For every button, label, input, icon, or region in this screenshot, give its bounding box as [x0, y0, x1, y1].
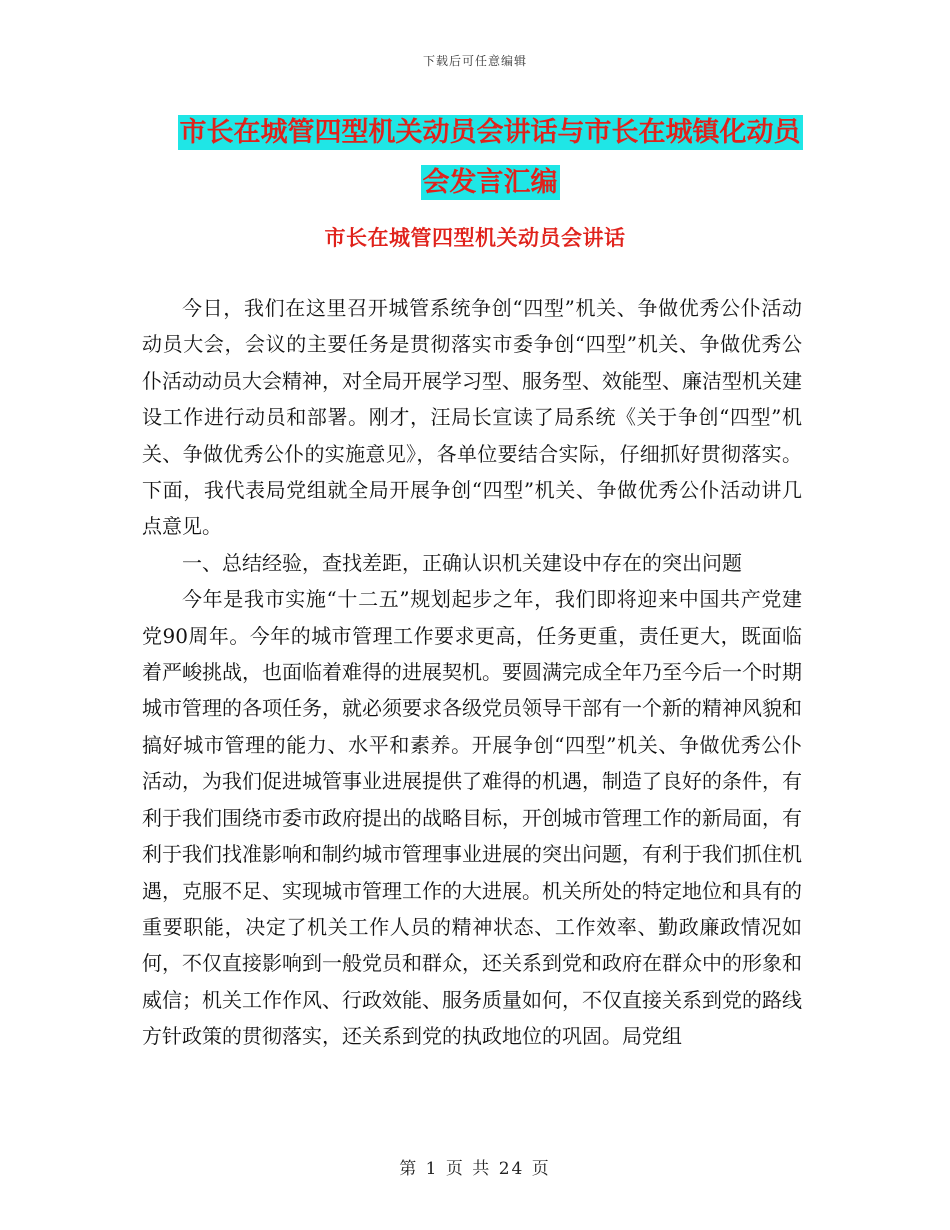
paragraph-2-heading: 一、总结经验，查找差距，正确认识机关建设中存在的突出问题	[182, 550, 742, 575]
paragraph-3: 今年是我市实施“十二五”规划起步之年，我们即将迎来中国共产党建党90周年。今年的城市管理工作要求更高，任务更重，责任更大，既面临着严峻挑战，也面临着难得的进展契机。要圆满完成全年乃至今后一个时期城市管理的各项任务，就必须要求各级党员领导干部有一个新的精神风貌和搞好城市管理的能力、水平和素养。开展争创“四型”机关、争做优秀公仆活动，为我们促进城管事业进展提供了难得的机遇，制造了良好的条件，有利于我们围绕市委市政府提出的战略目标，开创城市管理工作的新局面，有利于我们找准影响和制约城市管理事业进展的突出问题，有利于我们抓住机遇，克服不足、实现城市管理工作的大进展。机关所处的特定地位和具有的重要职能，决定了机关工作人员的精神状态、工作效率、勤政廉政情况如何，不仅直接影响到一般党员和群众，还关系到党和政府在群众中的形象和威信；机关工作作风、行政效能、服务质量如何，不仅直接关系到党的路线方针政策的贯彻落实，还关系到党的执政地位的巩固。局党组	[142, 587, 802, 1049]
main-title-line-2: 会发言汇编	[422, 167, 558, 198]
main-title-line-1: 市长在城管四型机关动员会讲话与市长在城镇化动员	[179, 117, 801, 148]
header-note: 下载后可任意编辑	[422, 54, 527, 68]
paragraph-1: 今日，我们在这里召开城管系统争创“四型”机关、争做优秀公仆活动动员大会，会议的主要任务是贯彻落实市委争创“四型”机关、争做优秀公仆活动动员大会精神，对全局开展学习型、服务型、效能型、廉洁型机关建设工作进行动员和部署。刚才，汪局长宣读了局系统《关于争创“四型”机关、争做优秀公仆的实施意见》，各单位要结合实际，仔细抓好贯彻落实。下面，我代表局党组就全局开展争创“四型”机关、争做优秀公仆活动讲几点意见。	[142, 296, 802, 539]
body-text	[142, 290, 802, 1055]
section-title: 市长在城管四型机关动员会讲话	[324, 225, 626, 250]
page-footer: 第 1 页 共 24 页	[399, 1159, 551, 1179]
main-title	[140, 108, 840, 208]
